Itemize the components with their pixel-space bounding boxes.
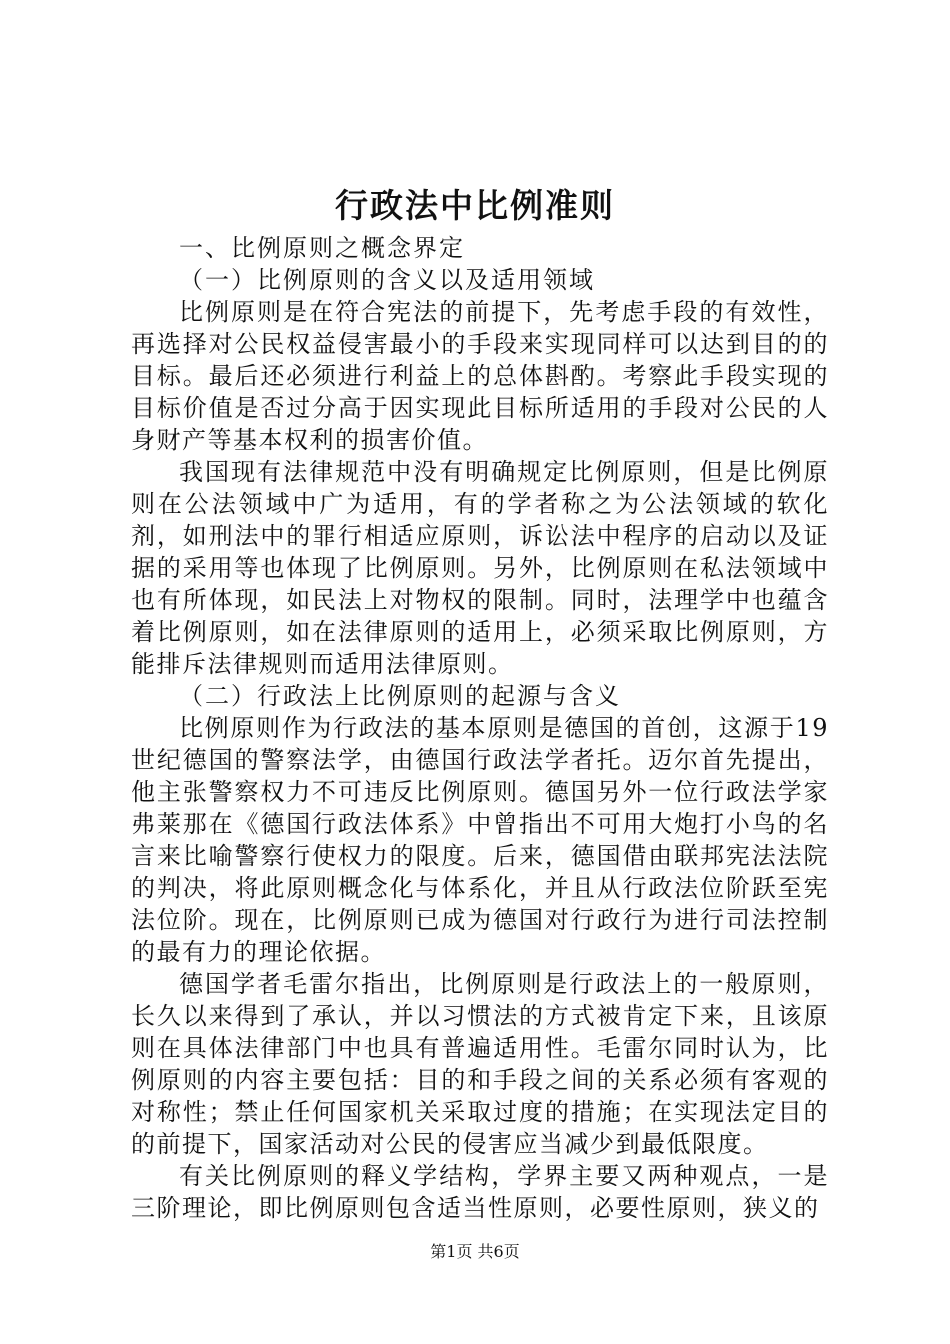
paragraph: 比例原则作为行政法的基本原则是德国的首创，这源于19世纪德国的警察法学，由德国行政法学者托。迈尔首先提出，他主张警察权力不可违反比例原则。德国另外一位行政法学家弗莱那在《德国行政法体系》中曾指出不可用大炮打小鸟的名言来比喻警察行使权力的限度。后来，德国借由联邦宪法法院的判决，将此原则概念化与体系化，并且从行政法位阶跃至宪法位阶。现在，比例原则已成为德国对行政行为进行司法控制的最有力的理论依据。 bbox=[131, 714, 829, 966]
document-title: 行政法中比例准则 bbox=[335, 186, 615, 225]
paragraph: 德国学者毛雷尔指出，比例原则是行政法上的一般原则，长久以来得到了承认，并以习惯法的方式被肯定下来，且该原则在具体法律部门中也具有普遍适用性。毛雷尔同时认为，比例原则的内容主要包括：目的和手段之间的关系必须有客观的对称性；禁止任何国家机关采取过度的措施；在实现法定目的的前提下，国家活动对公民的侵害应当减少到最低限度。 bbox=[131, 970, 829, 1158]
paragraph: 我国现有法律规范中没有明确规定比例原则，但是比例原则在公法领域中广为适用，有的学者称之为公法领域的软化剂，如刑法中的罪行相适应原则，诉讼法中程序的启动以及证据的采用等也体现了比例原则。另外，比例原则在私法领域中也有所体现，如民法上对物权的限制。同时，法理学中也蕴含着比例原则，如在法律原则的适用上，必须采取比例原则，方能排斥法律规则而适用法律原则。 bbox=[131, 458, 829, 678]
page-footer: 第1页 共6页 bbox=[430, 1242, 520, 1261]
document-body bbox=[131, 232, 829, 1224]
subsection-heading: （一）比例原则的含义以及适用领域 bbox=[179, 266, 595, 294]
paragraph: 比例原则是在符合宪法的前提下，先考虑手段的有效性，再选择对公民权益侵害最小的手段来实现同样可以达到目的的目标。最后还必须进行利益上的总体斟酌。考察此手段实现的目标价值是否过分高于因实现此目标所适用的手段对公民的人身财产等基本权利的损害价值。 bbox=[131, 298, 829, 454]
paragraph: 有关比例原则的释义学结构，学界主要又两种观点，一是三阶理论，即比例原则包含适当性原则，必要性原则，狭义的 bbox=[131, 1162, 829, 1222]
subsection-heading: （二）行政法上比例原则的起源与含义 bbox=[179, 682, 621, 710]
section-heading: 一、比例原则之概念界定 bbox=[179, 234, 465, 262]
